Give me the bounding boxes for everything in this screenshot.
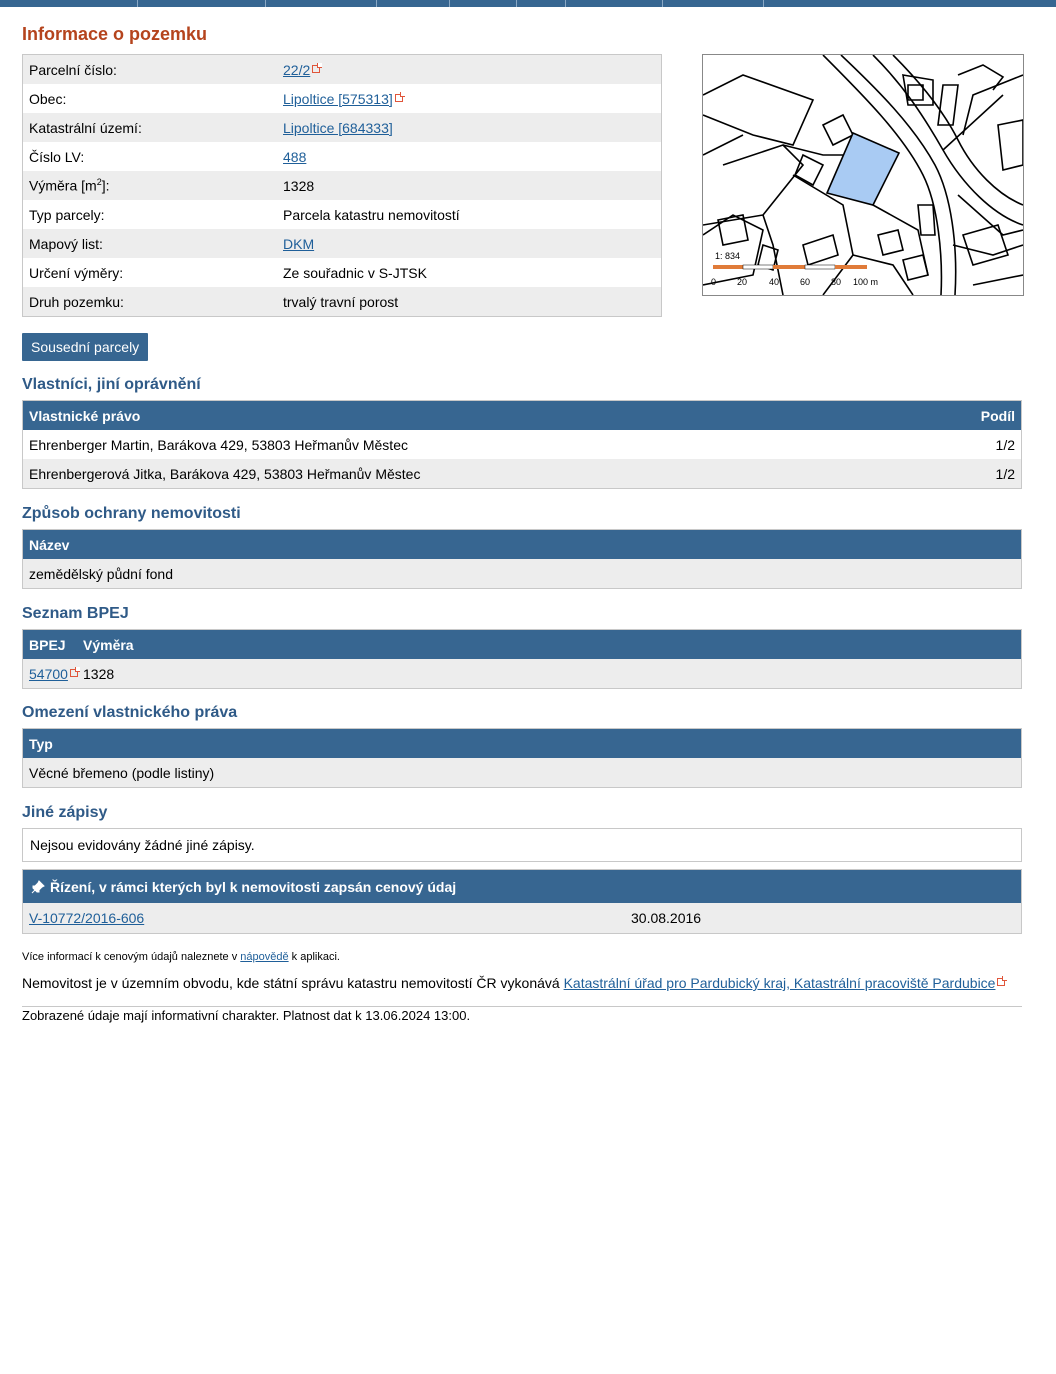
nav-separator xyxy=(516,0,517,7)
area-value: 1328 xyxy=(283,177,315,194)
protection-table-header xyxy=(23,530,1021,559)
nav-separator xyxy=(763,0,764,7)
parcel-type-value: Parcela katastru nemovitostí xyxy=(283,206,460,223)
scale-tick-label: 0 xyxy=(711,277,717,287)
scale-tick-label: 40 xyxy=(769,277,780,287)
info-row-map-sheet xyxy=(23,229,661,258)
info-label-area xyxy=(23,177,283,194)
scale-tick-label: 100 m xyxy=(853,277,879,287)
owner-share: 1/2 xyxy=(995,436,1015,453)
proceedings-heading: Řízení, v rámci kterých byl k nemovitosti zapsán cenový údaj xyxy=(50,878,457,895)
proceedings-table-header[interactable] xyxy=(23,870,1021,903)
owner-share: 1/2 xyxy=(995,465,1015,482)
nav-separator xyxy=(662,0,663,7)
price-info-note xyxy=(22,951,340,963)
info-row-land-type xyxy=(23,287,661,316)
owner-name: Ehrenberger Martin, Barákova 429, 53803 Heřmanův Městec xyxy=(29,436,408,453)
proceeding-link[interactable]: V-10772/2016-606 xyxy=(29,910,145,926)
bpej-table xyxy=(22,629,1022,689)
bpej-table-header xyxy=(23,630,1021,659)
col-name: Název xyxy=(29,536,70,553)
owner-name: Ehrenbergerová Jitka, Barákova 429, 53803 Heřmanův Městec xyxy=(29,465,421,482)
info-row-cadastral-area xyxy=(23,113,661,142)
info-row-area-determination xyxy=(23,258,661,287)
table-row xyxy=(23,758,1021,787)
table-row xyxy=(23,559,1021,588)
data-validity-note: Zobrazené údaje mají informativní charakter. Platnost dat k 13.06.2024 13:00. xyxy=(22,1008,471,1023)
bpej-area: 1328 xyxy=(83,665,115,682)
info-row-municipality xyxy=(23,84,661,113)
lv-number-link[interactable]: 488 xyxy=(283,148,307,165)
nav-separator xyxy=(449,0,450,7)
nav-separator xyxy=(137,0,138,7)
map-sheet-link[interactable]: DKM xyxy=(283,235,315,252)
cadastral-office-link[interactable]: Katastrální úřad pro Pardubický kraj, Katastrální pracoviště Pardubice xyxy=(563,975,996,991)
map-scale-text: 1: 834 xyxy=(715,251,741,261)
info-label: Katastrální území: xyxy=(29,119,142,136)
info-label: Typ parcely: xyxy=(29,206,105,223)
protection-heading: Způsob ochrany nemovitosti xyxy=(22,505,241,522)
bpej-heading: Seznam BPEJ xyxy=(22,605,129,622)
info-label: Mapový list: xyxy=(29,235,103,252)
municipality-link[interactable]: Lipoltice [575313] xyxy=(283,90,393,107)
info-row-area xyxy=(23,171,661,200)
info-row-lv-number xyxy=(23,142,661,171)
owners-table xyxy=(22,400,1022,489)
scale-tick-label: 80 xyxy=(831,277,842,287)
price-info-text: Více informací k cenovým údajů naleznete v xyxy=(22,951,241,963)
owners-heading: Vlastníci, jiní oprávnění xyxy=(22,376,201,393)
area-label-end: ]: xyxy=(101,177,110,194)
restrictions-table-header xyxy=(23,729,1021,758)
external-link-icon xyxy=(70,669,78,677)
pin-icon xyxy=(23,880,45,894)
table-row xyxy=(23,903,1021,933)
office-note xyxy=(22,975,1005,991)
col-ownership: Vlastnické právo xyxy=(29,407,141,424)
col-share: Podíl xyxy=(980,407,1015,424)
restrictions-heading: Omezení vlastnického práva xyxy=(22,704,238,721)
area-label-sup: 2 xyxy=(96,177,102,188)
external-link-icon xyxy=(312,65,320,73)
other-records-heading: Jiné zápisy xyxy=(22,804,108,821)
land-type-value: trvalý travní porost xyxy=(283,293,399,310)
price-info-text-end: k aplikaci. xyxy=(288,951,340,963)
parcel-number-link[interactable]: 22/2 xyxy=(283,61,311,78)
info-label: Určení výměry: xyxy=(29,264,124,281)
table-row xyxy=(23,459,1021,488)
info-row-parcel-type xyxy=(23,200,661,229)
info-label: Druh pozemku: xyxy=(29,293,124,310)
map-scale-bar xyxy=(713,265,867,269)
owners-table-header xyxy=(23,401,1021,430)
selected-parcel-highlight[interactable] xyxy=(827,133,899,205)
col-bpej: BPEJ xyxy=(29,636,66,653)
nav-separator xyxy=(376,0,377,7)
protection-value: zemědělský půdní fond xyxy=(29,565,173,582)
nav-separator xyxy=(265,0,266,7)
info-row-parcel-number xyxy=(23,55,661,84)
external-link-icon xyxy=(395,94,403,102)
bpej-code-link[interactable]: 54700 xyxy=(29,665,68,682)
nav-separator xyxy=(565,0,566,7)
proceedings-table xyxy=(22,869,1022,934)
area-determination-value: Ze souřadnic v S-JTSK xyxy=(283,264,427,281)
cadastral-map[interactable] xyxy=(702,54,1024,296)
other-records-box xyxy=(22,828,1022,862)
col-type: Typ xyxy=(29,735,53,752)
top-navigation-bar xyxy=(0,0,1056,7)
external-link-icon xyxy=(997,978,1005,986)
office-text: Nemovitost je v územním obvodu, kde státní správu katastru nemovitostí ČR vykonává xyxy=(22,975,564,991)
cadastral-area-link[interactable]: Lipoltice [684333] xyxy=(283,119,393,136)
protection-table xyxy=(22,529,1022,589)
area-label-text: Výměra [m xyxy=(29,177,97,194)
restrictions-table xyxy=(22,728,1022,788)
info-label: Číslo LV: xyxy=(29,148,85,165)
table-row xyxy=(23,430,1021,459)
table-row xyxy=(23,659,1021,688)
neighbor-parcels-button[interactable]: Sousední parcely xyxy=(22,333,148,361)
parcel-info-table xyxy=(22,54,662,317)
col-area: Výměra xyxy=(83,636,134,653)
info-label: Parcelní číslo: xyxy=(29,61,117,78)
info-label: Obec: xyxy=(29,90,67,107)
page-title: Informace o pozemku xyxy=(22,24,208,44)
map-drawing xyxy=(703,55,1023,295)
scale-tick-label: 60 xyxy=(800,277,811,287)
restriction-value: Věcné břemeno (podle listiny) xyxy=(29,764,215,781)
other-records-text: Nejsou evidovány žádné jiné zápisy. xyxy=(30,837,255,853)
footer-divider xyxy=(22,1006,1022,1007)
scale-tick-label: 20 xyxy=(737,277,748,287)
proceeding-date: 30.08.2016 xyxy=(631,910,702,926)
help-link[interactable]: nápovědě xyxy=(240,951,289,963)
